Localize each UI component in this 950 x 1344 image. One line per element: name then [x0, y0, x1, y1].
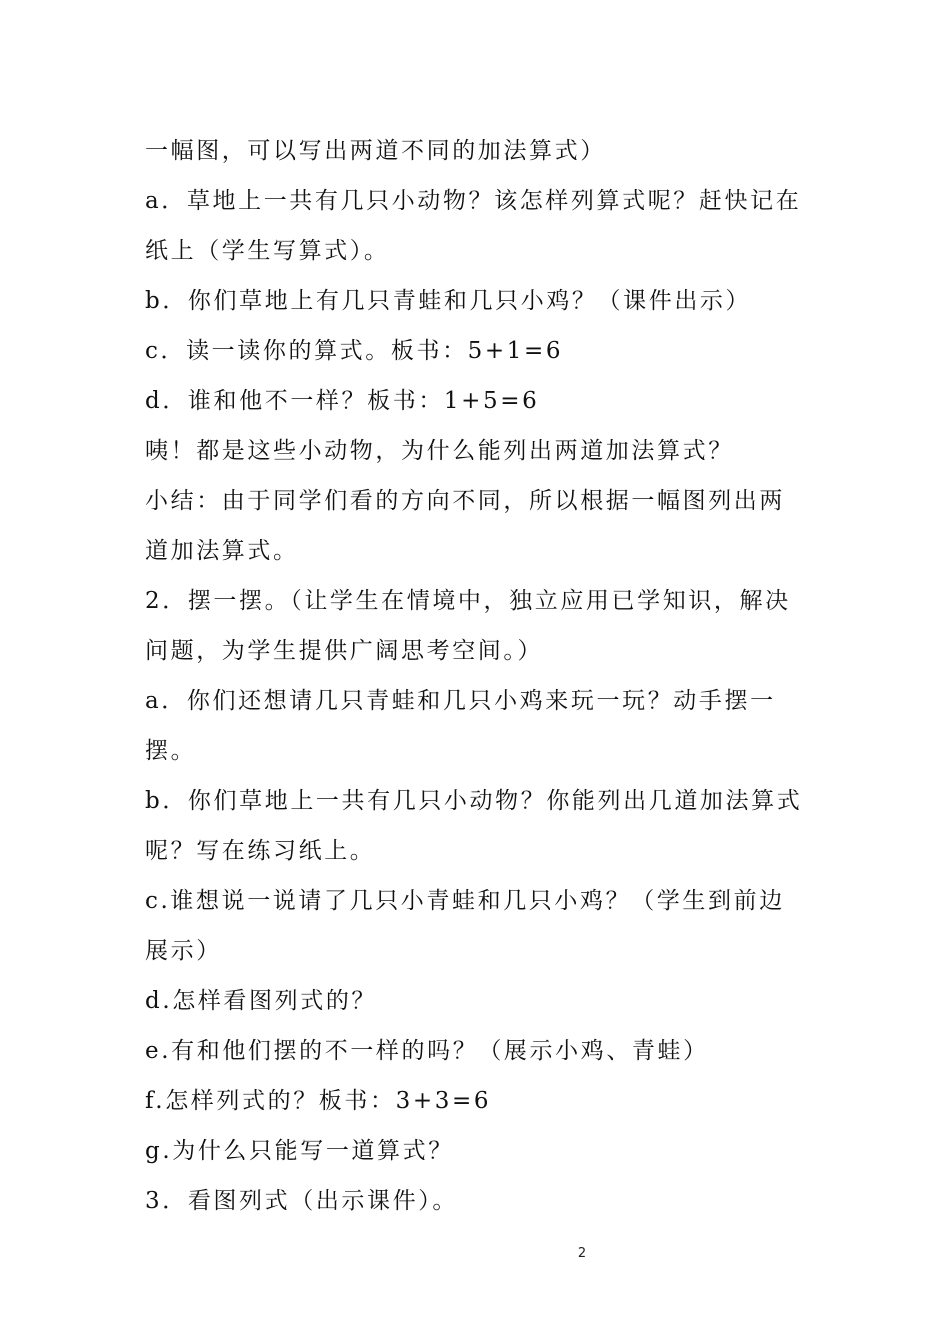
text-line: a．草地上一共有几只小动物？该怎样列算式呢？赶快记在 [145, 188, 802, 214]
text-line: 小结：由于同学们看的方向不同，所以根据一幅图列出两 [145, 488, 785, 514]
text-line: 问题，为学生提供广阔思考空间。） [145, 638, 544, 664]
text-line: 3．看图列式（出示课件）。 [145, 1188, 458, 1214]
text-line: b．你们草地上有几只青蛙和几只小鸡？（课件出示） [145, 288, 752, 314]
page-number: 2 [577, 1246, 587, 1261]
text-line: 道加法算式。 [145, 538, 299, 564]
text-line: 2．摆一摆。（让学生在情境中，独立应用已学知识，解决 [145, 588, 791, 614]
text-line: c.谁想说一说请了几只小青蛙和几只小鸡？（学生到前边 [145, 888, 785, 914]
text-line: e.有和他们摆的不一样的吗？（展示小鸡、青蛙） [145, 1038, 709, 1064]
text-line: g.为什么只能写一道算式？ [145, 1138, 454, 1164]
text-line: 呢？写在练习纸上。 [145, 838, 376, 864]
text-line: 摆。 [145, 738, 197, 764]
text-line: 纸上（学生写算式）。 [145, 238, 390, 264]
text-line: d．谁和他不一样？板书：1+5=6 [145, 388, 540, 414]
text-line: 一幅图，可以写出两道不同的加法算式） [145, 138, 606, 164]
document-body [145, 126, 810, 1226]
text-line: c．读一读你的算式。板书：5+1=6 [145, 338, 564, 364]
text-line: 展示） [145, 938, 222, 964]
text-line: d.怎样看图列式的？ [145, 988, 378, 1014]
text-line: 咦！都是这些小动物，为什么能列出两道加法算式？ [145, 438, 734, 464]
text-line: f.怎样列式的？板书：3+3=6 [145, 1088, 492, 1114]
text-line: a．你们还想请几只青蛙和几只小鸡来玩一玩？动手摆一 [145, 688, 776, 714]
text-line: b．你们草地上一共有几只小动物？你能列出几道加法算式 [145, 788, 803, 814]
